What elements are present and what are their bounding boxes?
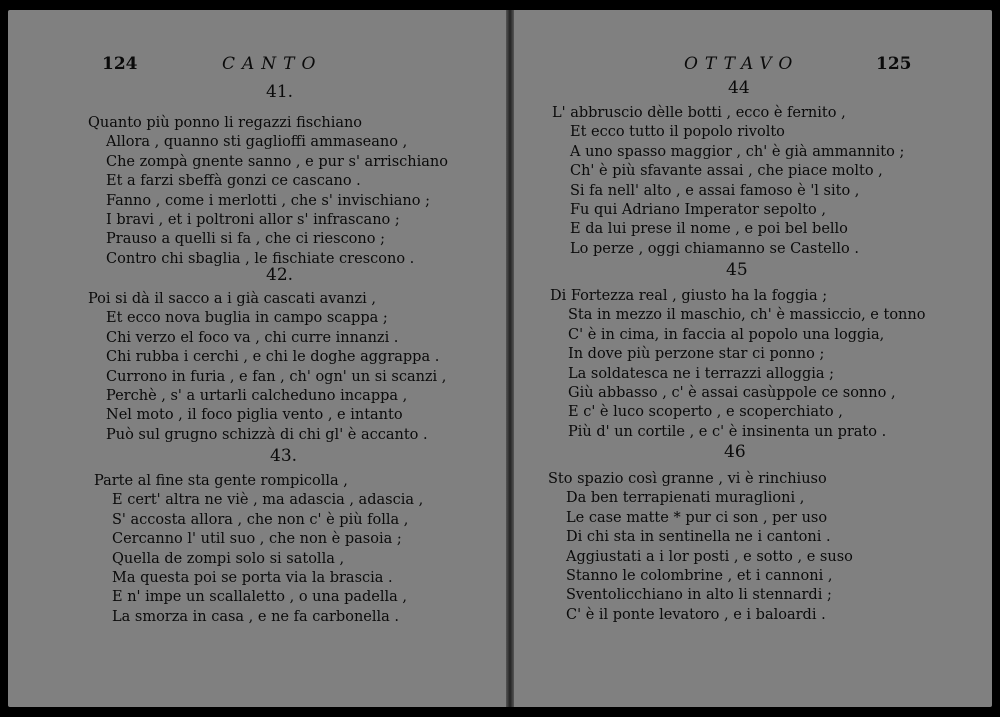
- verse-line: Perchè , s' a urtarli calcheduno incappa ,: [106, 388, 408, 405]
- verse-line: Aggiustati a i lor posti , e sotto , e suso: [566, 548, 853, 565]
- stanza-number: 45: [726, 260, 748, 280]
- right-page-number: 125: [876, 54, 912, 74]
- verse-line: A uno spasso maggior , ch' è già ammannito ;: [570, 143, 905, 160]
- verse-line: Chi rubba i cerchi , e chi le doghe aggrappa .: [106, 349, 440, 366]
- verse-line: Quella de zompi solo si satolla ,: [112, 550, 345, 567]
- verse-line: E c' è luco scoperto , e scoperchiato ,: [568, 404, 843, 421]
- verse-line: Lo perze , oggi chiamanno se Castello .: [570, 240, 859, 257]
- left-running-head: CANTO: [222, 54, 323, 74]
- verse-line: Et ecco nova buglia in campo scappa ;: [106, 310, 388, 327]
- verse-line: Di chi sta in sentinella ne i cantoni .: [566, 529, 831, 546]
- verse-line: Et a farzi sbeffà gonzi ce cascano .: [106, 173, 361, 190]
- verse-line: Che zompà gnente sanno , e pur s' arrischiano: [106, 153, 448, 170]
- verse-line: La soldatesca ne i terrazzi alloggia ;: [568, 365, 835, 382]
- verse-line: Poi si dà il sacco a i già cascati avanzi ,: [88, 291, 376, 307]
- verse-line: C' è il ponte levatoro , e i baloardi .: [566, 606, 826, 623]
- verse-line: Le case matte * pur ci son , per uso: [566, 509, 828, 526]
- verse-line: Sventolicchiano in alto li stennardi ;: [566, 587, 832, 604]
- verse-line: E da lui prese il nome , e poi bel bello: [570, 221, 848, 238]
- stanza-number: 41.: [266, 82, 294, 102]
- verse-line: Quanto più ponno li regazzi fischiano: [88, 115, 363, 131]
- verse-line: Contro chi sbaglia , le fischiate crescono .: [106, 250, 415, 267]
- verse-line: Prauso a quelli si fa , che ci riescono ;: [106, 231, 385, 248]
- verse-line: Sta in mezzo il maschio, ch' è massiccio, e tonno: [568, 307, 926, 324]
- stanza-number: 42.: [266, 265, 294, 285]
- verse-line: Fu qui Adriano Imperator sepolto ,: [570, 202, 826, 219]
- verse-line: Più d' un cortile , e c' è insinenta un prato .: [568, 423, 887, 440]
- verse-line: Allora , quanno sti gaglioffi ammaseano ,: [106, 134, 408, 151]
- book-gutter: [506, 10, 514, 707]
- verse-line: Sto spazio così granne , vi è rinchiuso: [548, 471, 827, 487]
- verse-line: Da ben terrapienati muraglioni ,: [566, 490, 805, 507]
- verse-line: Si fa nell' alto , e assai famoso è 'l sito ,: [570, 182, 860, 199]
- stanza-number: 44: [728, 78, 750, 98]
- stanza-43: [94, 472, 423, 627]
- stanza-42: [88, 290, 446, 445]
- verse-line: Parte al fine sta gente rompicolla ,: [94, 473, 348, 489]
- verse-line: S' accosta allora , che non c' è più folla ,: [112, 511, 409, 528]
- verse-line: Chi verzo el foco va , chi curre innanzi .: [106, 329, 399, 346]
- book-spread: [8, 10, 992, 707]
- left-page-number: 124: [102, 54, 138, 74]
- verse-line: Et ecco tutto il popolo rivolto: [570, 124, 785, 141]
- left-page: [8, 10, 506, 707]
- verse-line: L' abbruscio dèlle botti , ecco è fernito ,: [552, 105, 846, 121]
- verse-line: Di Fortezza real , giusto ha la foggia ;: [550, 288, 828, 304]
- verse-line: C' è in cima, in faccia al popolo una loggia,: [568, 326, 885, 343]
- verse-line: Può sul grugno schizzà di chi gl' è accanto .: [106, 426, 428, 443]
- verse-line: In dove più perzone star ci ponno ;: [568, 346, 825, 363]
- stanza-44: [552, 104, 904, 259]
- verse-line: Nel moto , il foco piglia vento , e intanto: [106, 407, 403, 424]
- verse-line: Stanno le colombrine , et i cannoni ,: [566, 568, 833, 585]
- stanza-number: 43.: [270, 446, 298, 466]
- right-page: [514, 10, 992, 707]
- verse-line: E n' impe un scallaletto , o una padella ,: [112, 589, 408, 606]
- verse-line: Ma questa poi se porta via la brascia .: [112, 570, 393, 587]
- stanza-45: [550, 287, 925, 442]
- verse-line: La smorza in casa , e ne fa carbonella .: [112, 608, 399, 625]
- verse-line: Fanno , come i merlotti , che s' invischiano ;: [106, 192, 430, 209]
- right-running-head: OTTAVO: [684, 54, 800, 74]
- verse-line: Ch' è più sfavante assai , che piace molto ,: [570, 163, 883, 180]
- stanza-46: [548, 470, 853, 625]
- verse-line: E cert' altra ne viè , ma adascia , adascia ,: [112, 492, 424, 509]
- verse-line: Giù abbasso , c' è assai casùppole ce sonno ,: [568, 385, 896, 402]
- stanza-number: 46: [724, 442, 746, 462]
- stanza-41: [88, 114, 448, 269]
- verse-line: Cercanno l' util suo , che non è pasoia ;: [112, 531, 402, 548]
- verse-line: Currono in furia , e fan , ch' ogn' un si scanzi ,: [106, 368, 447, 385]
- verse-line: I bravi , et i poltroni allor s' infrascano ;: [106, 212, 400, 229]
